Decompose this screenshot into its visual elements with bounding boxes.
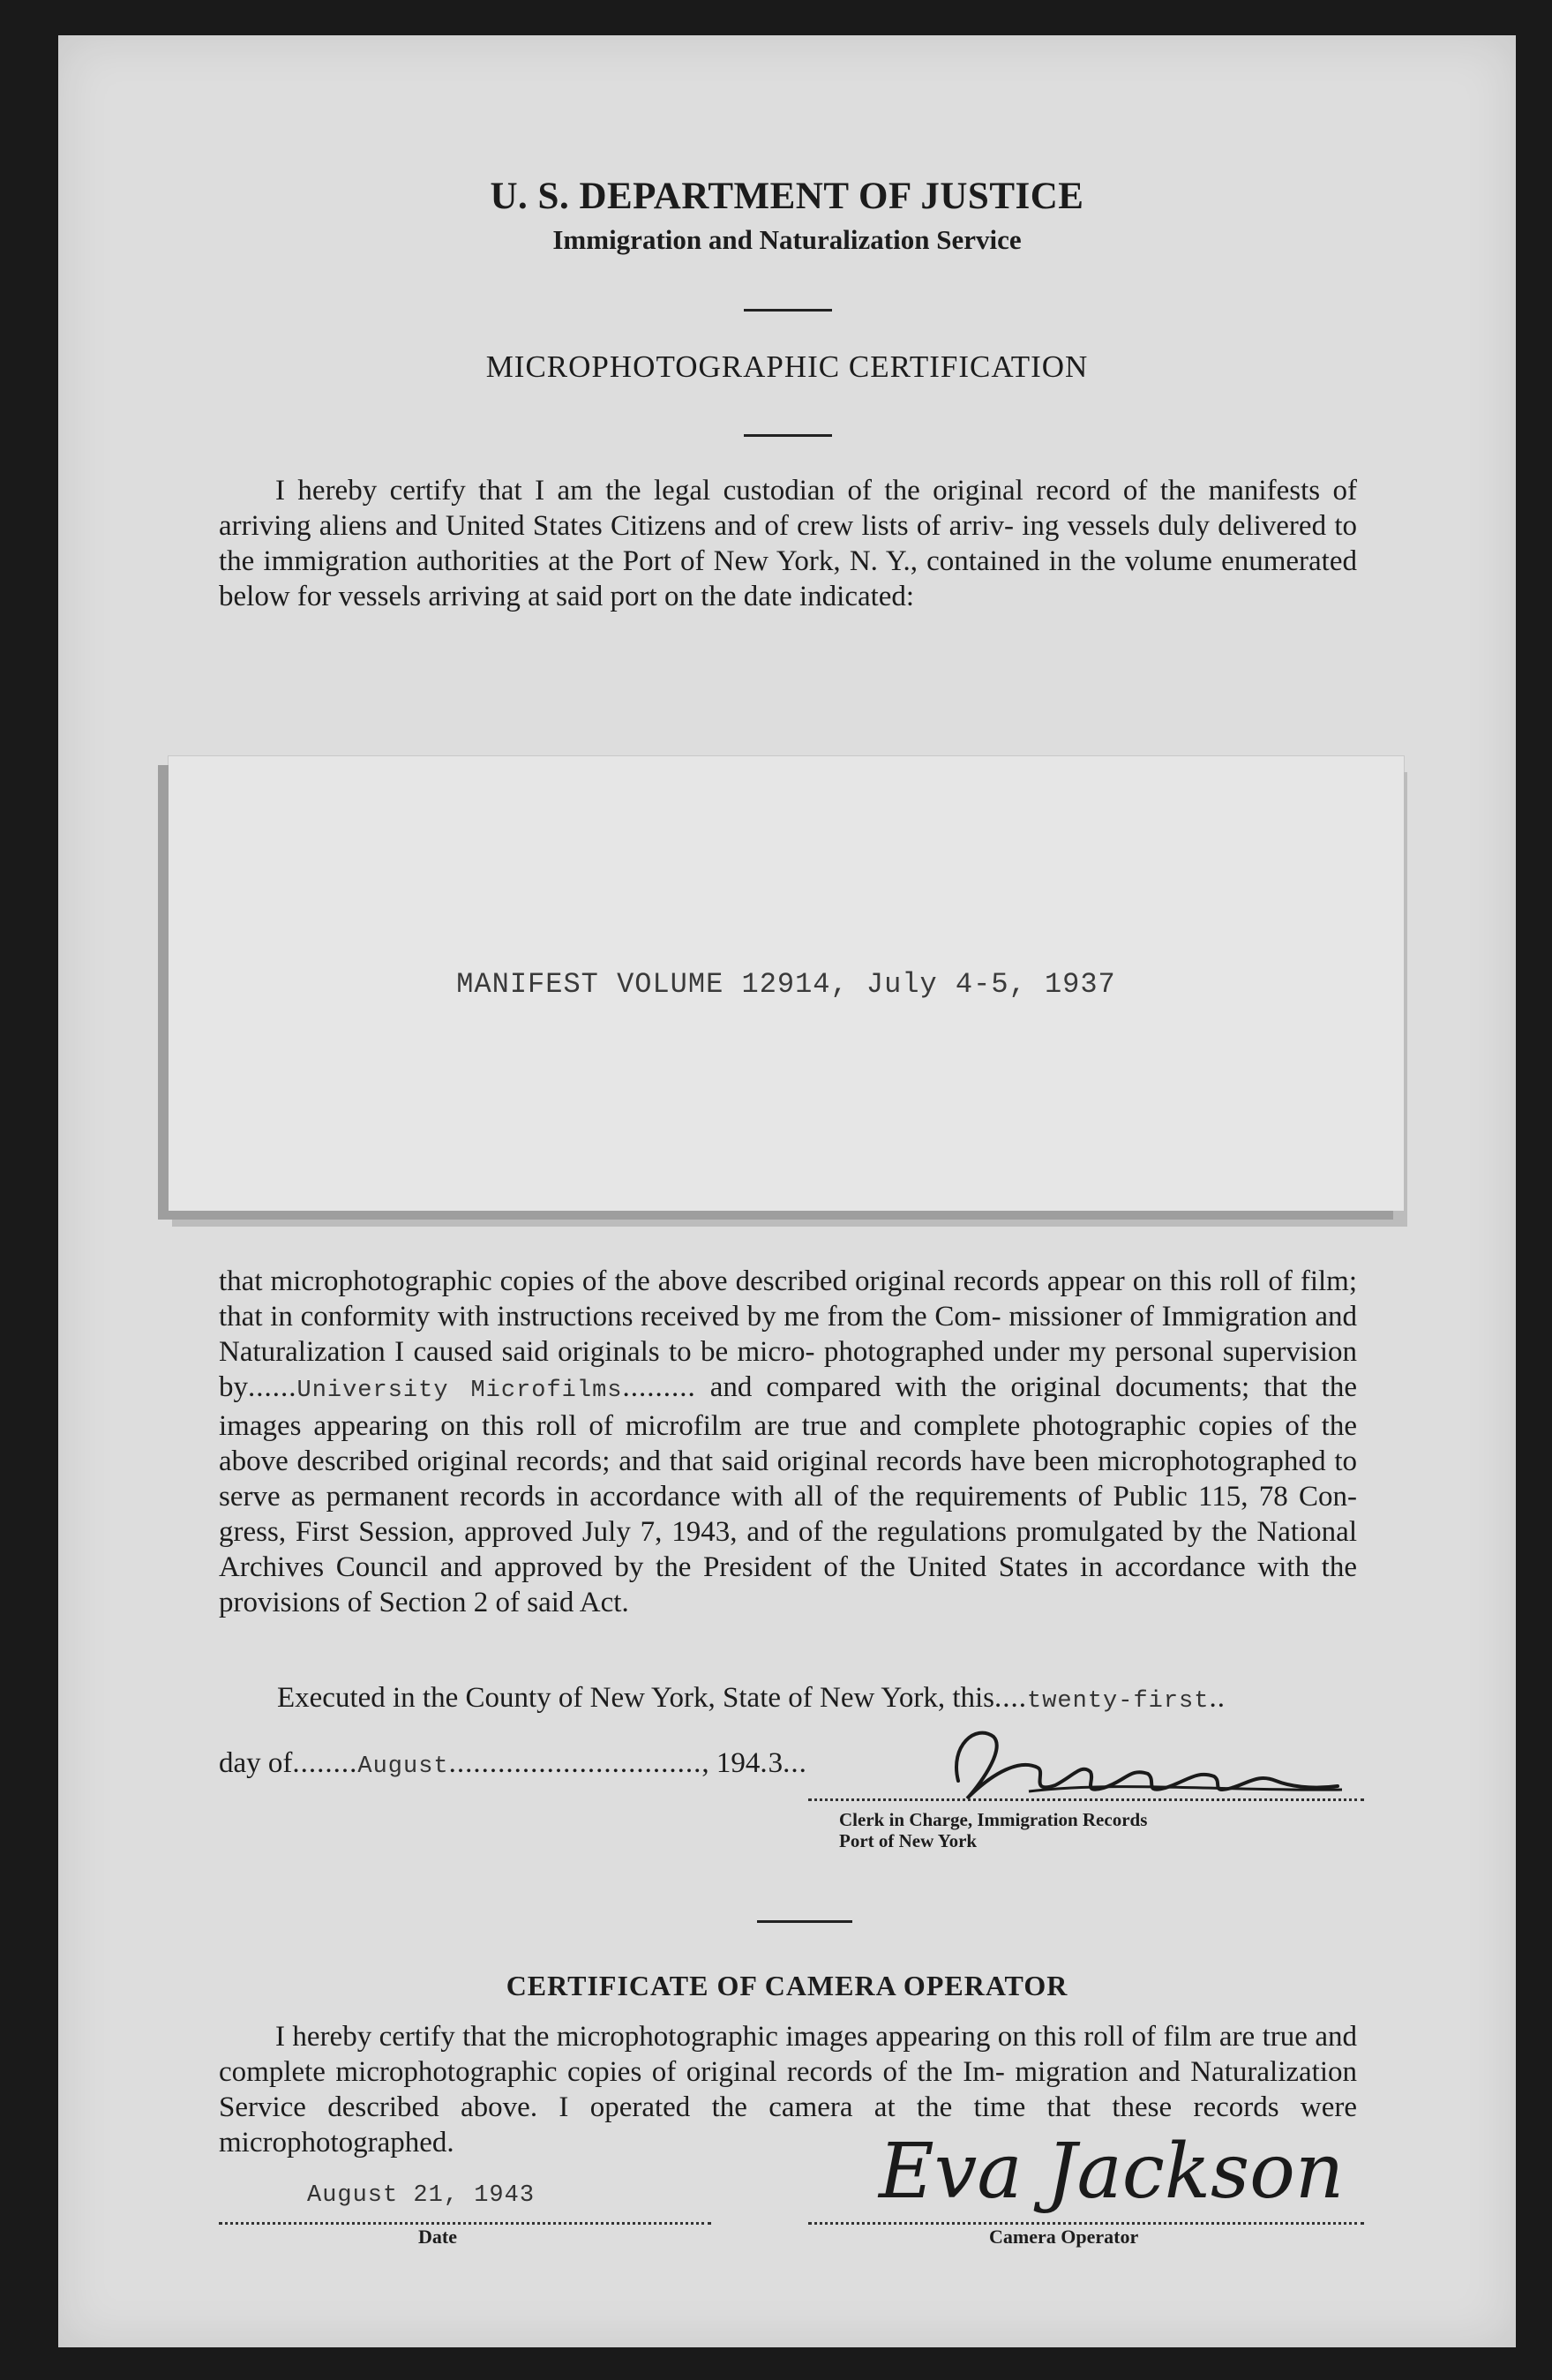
execution-text: Executed in the County of New York, State of New York, this (277, 1682, 995, 1714)
year-digit: 3 (768, 1747, 783, 1779)
dotted-leader: . (760, 1747, 769, 1779)
clerk-title-line: Clerk in Charge, Immigration Records (839, 1809, 1148, 1830)
date-label: Date (418, 2226, 457, 2248)
day-of-line (219, 1747, 807, 1780)
divider-rule (757, 1920, 852, 1923)
execution-day-value: twenty-first (1027, 1688, 1210, 1715)
department-heading: U. S. DEPARTMENT OF JUSTICE (490, 176, 1084, 217)
divider-rule (744, 434, 832, 437)
copies-paragraph (219, 1264, 1357, 1620)
clerk-office-line: Port of New York (839, 1830, 978, 1851)
certification-title: MICROPHOTOGRAPHIC CERTIFICATION (485, 349, 1089, 384)
dotted-leader: .... (994, 1682, 1028, 1714)
operator-signature (843, 2100, 1345, 2241)
day-of-label: day of (219, 1747, 293, 1779)
service-subheading: Immigration and Naturalization Service (552, 224, 1022, 255)
camera-operator-title: CERTIFICATE OF CAMERA OPERATOR (506, 1970, 1068, 2001)
copies-paragraph-end: and compared with the original documents; that the images appearing on this roll of microfilm are true and complete photographic copies of the above described original records; and that said original records have been microphotographed to serve as permanent records in accordance with all of the requirements of Public 115, 78 Con- gress, First Session, approved July 7, 1943, and of the regulations promulgated by the National Archives Council and approved by the President of the United States in accordance with the provisions of Section 2 of said Act. (219, 1371, 1358, 1618)
divider-rule (744, 309, 832, 312)
execution-month-value: August (357, 1753, 449, 1780)
dotted-leader: ........ (292, 1747, 358, 1779)
volume-slip-text: MANIFEST VOLUME 12914, July 4-5, 1937 (456, 968, 1116, 1001)
execution-line (277, 1682, 1226, 1715)
operator-label: Camera Operator (989, 2226, 1139, 2248)
year-prefix: , 194 (701, 1747, 761, 1779)
clerk-title (839, 1809, 1147, 1851)
date-value: August 21, 1943 (307, 2182, 536, 2209)
dotted-leader: .. (1209, 1682, 1226, 1714)
dotted-leader: ...... (248, 1371, 297, 1403)
copies-paragraph-start: that microphotographic copies of the above described original records appear on this roll of film; that in conformity with instructions received by me from the Com- missioner of Immigration and Naturalization I caused said originals to be micro- photographed under my personal supervision by (219, 1265, 1357, 1403)
custodian-paragraph: I hereby certify that I am the legal custodian of the original record of the manifests of arriving aliens and United States Citizens and of crew lists of arriv- ing vessels duly delivered to the immigration authorities at the Port of New York, N. Y., contained in the volume enumerated below for vessels arriving at said port on the date indicated: (219, 475, 1357, 612)
clerk-signature (941, 1719, 1364, 1816)
dotted-leader: ... (783, 1747, 807, 1779)
operator-signature-text: Eva Jackson (879, 2128, 1345, 2216)
clerk-signature-line (808, 1798, 1364, 1801)
dotted-leader: ............................... (448, 1747, 702, 1779)
camera-operator-paragraph: I hereby certify that the microphotographic images appearing on this roll of film are true and complete microphotographic copies of original records of the Im- migration and Naturalization Service described above. I operated the camera at the time that these records were microphotographed. (219, 2021, 1357, 2159)
certificate-page (58, 35, 1516, 2347)
volume-slip (169, 756, 1404, 1211)
photographed-by-value: University Microfilms (296, 1378, 623, 1404)
dotted-leader: ......... (622, 1371, 696, 1403)
